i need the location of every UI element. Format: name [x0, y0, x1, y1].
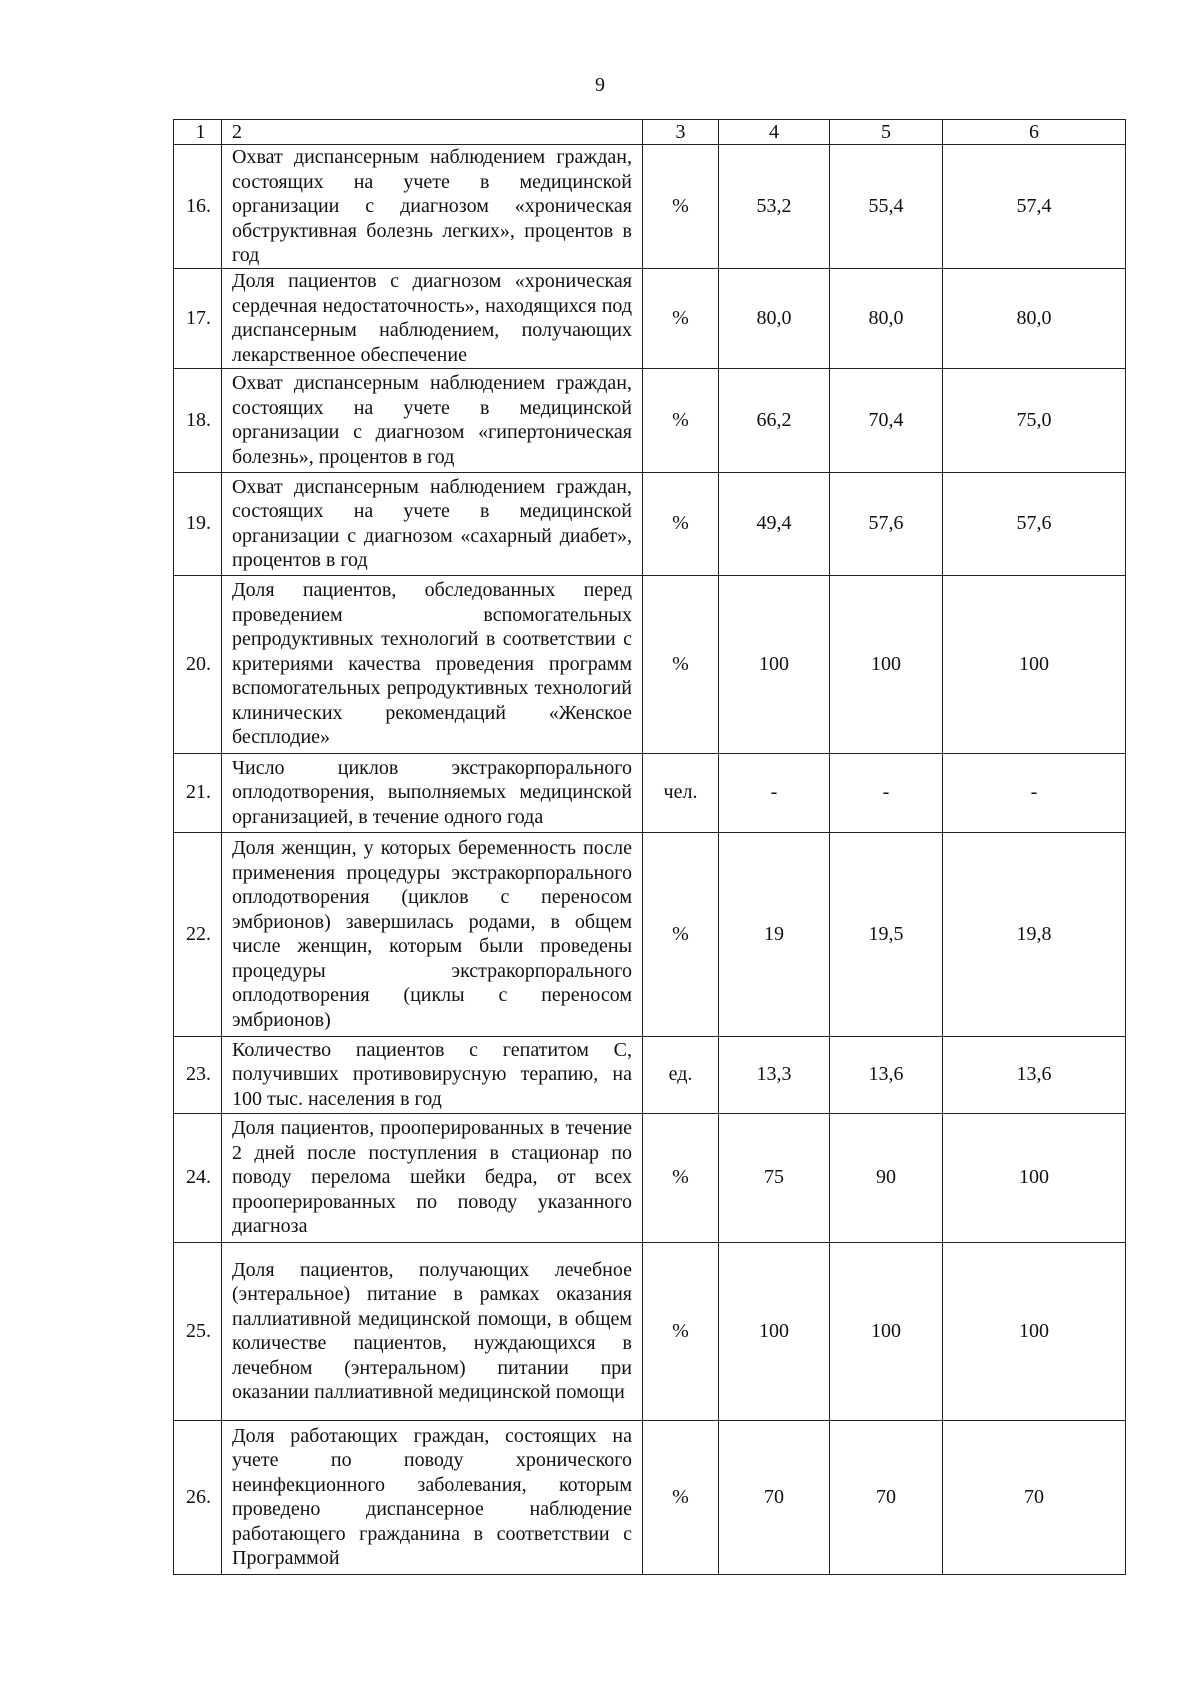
row-number: 22.: [174, 832, 222, 1036]
unit-cell: %: [643, 1420, 719, 1574]
header-cell: 5: [830, 120, 943, 145]
row-number: 23.: [174, 1036, 222, 1113]
value-cell: 57,4: [943, 145, 1126, 269]
page-number: 9: [595, 74, 605, 96]
indicator-text: Доля пациентов, прооперированных в течение 2 дней после поступления в стационар по поводу перелома шейки бедра, от всех прооперированных по поводу указанного диагноза: [222, 1113, 643, 1242]
value-cell: 100: [719, 1242, 830, 1420]
value-cell: 57,6: [943, 472, 1126, 575]
indicator-text: Доля пациентов, обследованных перед проведением вспомогательных репродуктивных технологий в соответствии с критериями качества проведения программ вспомогательных репродуктивных технологий клинических рекомендаций «Женское бесплодие»: [222, 575, 643, 753]
indicator-text: Охват диспансерным наблюдением граждан, состоящих на учете в медицинской организации с диагнозом «гипертоническая болезнь», процентов в год: [222, 368, 643, 472]
indicator-text: Число циклов экстракорпорального оплодотворения, выполняемых медицинской организацией, в течение одного года: [222, 753, 643, 832]
indicators-table: [173, 119, 1126, 1575]
value-cell: 49,4: [719, 472, 830, 575]
value-cell: 13,3: [719, 1036, 830, 1113]
unit-cell: %: [643, 1242, 719, 1420]
row-number: 20.: [174, 575, 222, 753]
value-cell: 70,4: [830, 368, 943, 472]
value-cell: 100: [943, 575, 1126, 753]
table-row: [174, 268, 1126, 368]
value-cell: 90: [830, 1113, 943, 1242]
indicator-text: Доля работающих граждан, состоящих на учете по поводу хронического неинфекционного заболевания, которым проведено диспансерное наблюдение работающего гражданина в соответствии с Программой: [222, 1420, 643, 1574]
value-cell: 100: [943, 1242, 1126, 1420]
row-number: 18.: [174, 368, 222, 472]
indicator-text: Охват диспансерным наблюдением граждан, состоящих на учете в медицинской организации с диагнозом «сахарный диабет», процентов в год: [222, 472, 643, 575]
indicator-text: Охват диспансерным наблюдением граждан, состоящих на учете в медицинской организации с диагнозом «хроническая обструктивная болезнь легких», процентов в год: [222, 145, 643, 269]
value-cell: 55,4: [830, 145, 943, 269]
table-row: [174, 1420, 1126, 1574]
unit-cell: %: [643, 472, 719, 575]
row-number: 21.: [174, 753, 222, 832]
row-number: 26.: [174, 1420, 222, 1574]
header-cell: 6: [943, 120, 1126, 145]
row-number: 24.: [174, 1113, 222, 1242]
unit-cell: %: [643, 832, 719, 1036]
row-number: 17.: [174, 268, 222, 368]
table-row: [174, 368, 1126, 472]
header-cell: 3: [643, 120, 719, 145]
value-cell: 75: [719, 1113, 830, 1242]
row-number: 25.: [174, 1242, 222, 1420]
indicator-text: Доля пациентов с диагнозом «хроническая сердечная недостаточность», находящихся под диспансерным наблюдением, получающих лекарственное обеспечение: [222, 268, 643, 368]
unit-cell: %: [643, 268, 719, 368]
value-cell: -: [719, 753, 830, 832]
value-cell: 70: [719, 1420, 830, 1574]
value-cell: 19,8: [943, 832, 1126, 1036]
row-number: 16.: [174, 145, 222, 269]
value-cell: 100: [830, 575, 943, 753]
indicator-text: Доля женщин, у которых беременность после применения процедуры экстракорпорального оплодотворения (циклов с переносом эмбрионов) завершилась родами, в общем числе женщин, которым были проведены процедуры экстракорпорального оплодотворения (циклы с переносом эмбрионов): [222, 832, 643, 1036]
value-cell: 13,6: [943, 1036, 1126, 1113]
header-cell: 4: [719, 120, 830, 145]
value-cell: 19,5: [830, 832, 943, 1036]
value-cell: 80,0: [830, 268, 943, 368]
indicator-text: Количество пациентов с гепатитом С, получивших противовирусную терапию, на 100 тыс. населения в год: [222, 1036, 643, 1113]
value-cell: 100: [943, 1113, 1126, 1242]
table-row: [174, 472, 1126, 575]
table-row: [174, 575, 1126, 753]
table-row: [174, 1242, 1126, 1420]
header-cell: 2: [222, 120, 643, 145]
value-cell: 100: [719, 575, 830, 753]
table-row: [174, 145, 1126, 269]
unit-cell: чел.: [643, 753, 719, 832]
unit-cell: %: [643, 145, 719, 269]
value-cell: -: [943, 753, 1126, 832]
value-cell: 19: [719, 832, 830, 1036]
value-cell: 13,6: [830, 1036, 943, 1113]
table-header-row: [174, 120, 1126, 145]
value-cell: 80,0: [719, 268, 830, 368]
table-row: [174, 1036, 1126, 1113]
value-cell: 100: [830, 1242, 943, 1420]
unit-cell: %: [643, 575, 719, 753]
value-cell: 57,6: [830, 472, 943, 575]
value-cell: 70: [830, 1420, 943, 1574]
header-cell: 1: [174, 120, 222, 145]
value-cell: 70: [943, 1420, 1126, 1574]
table-row: [174, 753, 1126, 832]
value-cell: 66,2: [719, 368, 830, 472]
table-row: [174, 1113, 1126, 1242]
unit-cell: %: [643, 1113, 719, 1242]
unit-cell: %: [643, 368, 719, 472]
value-cell: 53,2: [719, 145, 830, 269]
row-number: 19.: [174, 472, 222, 575]
value-cell: -: [830, 753, 943, 832]
value-cell: 80,0: [943, 268, 1126, 368]
value-cell: 75,0: [943, 368, 1126, 472]
table-row: [174, 832, 1126, 1036]
indicator-text: Доля пациентов, получающих лечебное (энтеральное) питание в рамках оказания паллиативной медицинской помощи, в общем количестве пациентов, нуждающихся в лечебном (энтеральном) питании при оказании паллиативной медицинской помощи: [222, 1242, 643, 1420]
unit-cell: ед.: [643, 1036, 719, 1113]
